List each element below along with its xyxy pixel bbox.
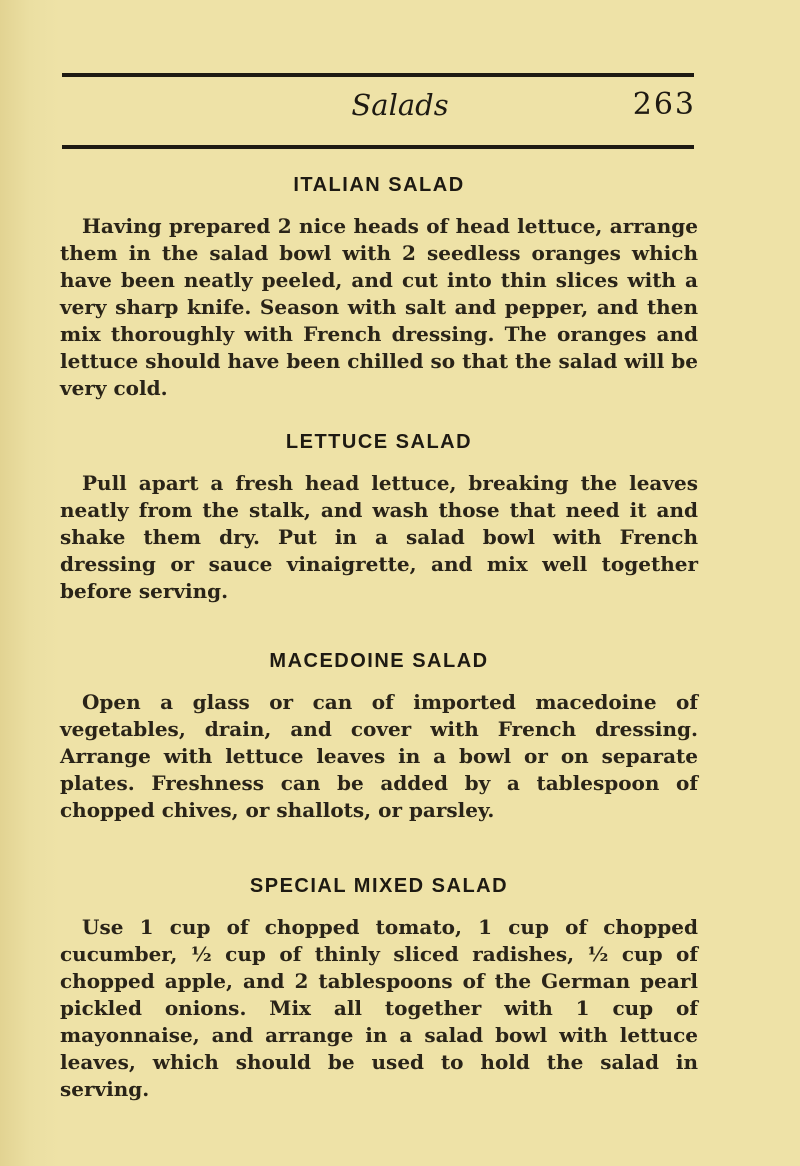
page-number: 263 (632, 87, 696, 122)
recipe-body: Having prepared 2 nice heads of head lettuce, arrange them in the salad bowl with 2 seedless oranges which have been neatly peeled, and cut into thin slices with a very sharp knife. Season with salt and pepper, and then mix thoroughly with French dressing. The oranges and lettuce should have been chilled so that the salad will be very cold. (60, 214, 698, 400)
recipe-italian-salad (60, 165, 698, 402)
recipe-body: Open a glass or can of imported macedoine of vegetables, drain, and cover with French dressing. Arrange with lettuce leaves in a bowl or on separate plates. Freshness can be added by a tablespoon of chopped chives, or shallots, or parsley. (60, 690, 698, 822)
page-content (60, 165, 698, 1103)
recipe-title: LETTUCE SALAD (285, 431, 473, 453)
recipe-macedoine-salad (60, 641, 698, 824)
recipe-title: MACEDOINE SALAD (269, 650, 489, 672)
header-rule-bottom (62, 145, 694, 149)
recipe-lettuce-salad (60, 422, 698, 605)
recipe-body: Pull apart a fresh head lettuce, breaking the leaves neatly from the stalk, and wash those that need it and shake them dry. Put in a salad bowl with French dressing or sauce vinaigrette, and mix well together before serving. (60, 471, 698, 603)
running-head-title: Salads (351, 88, 449, 122)
recipe-title: ITALIAN SALAD (293, 174, 465, 196)
recipe-body: Use 1 cup of chopped tomato, 1 cup of chopped cucumber, ½ cup of thinly sliced radishes, ½ cup of chopped apple, and 2 tablespoons of the German pearl pickled onions. Mix all together with 1 cup of mayonnaise, and arrange in a salad bowl with lettuce leaves, which should be used to hold the salad in serving. (60, 915, 698, 1101)
recipe-title: SPECIAL MIXED SALAD (249, 875, 509, 897)
header-rule-top (62, 73, 694, 77)
recipe-special-mixed-salad (60, 866, 698, 1103)
